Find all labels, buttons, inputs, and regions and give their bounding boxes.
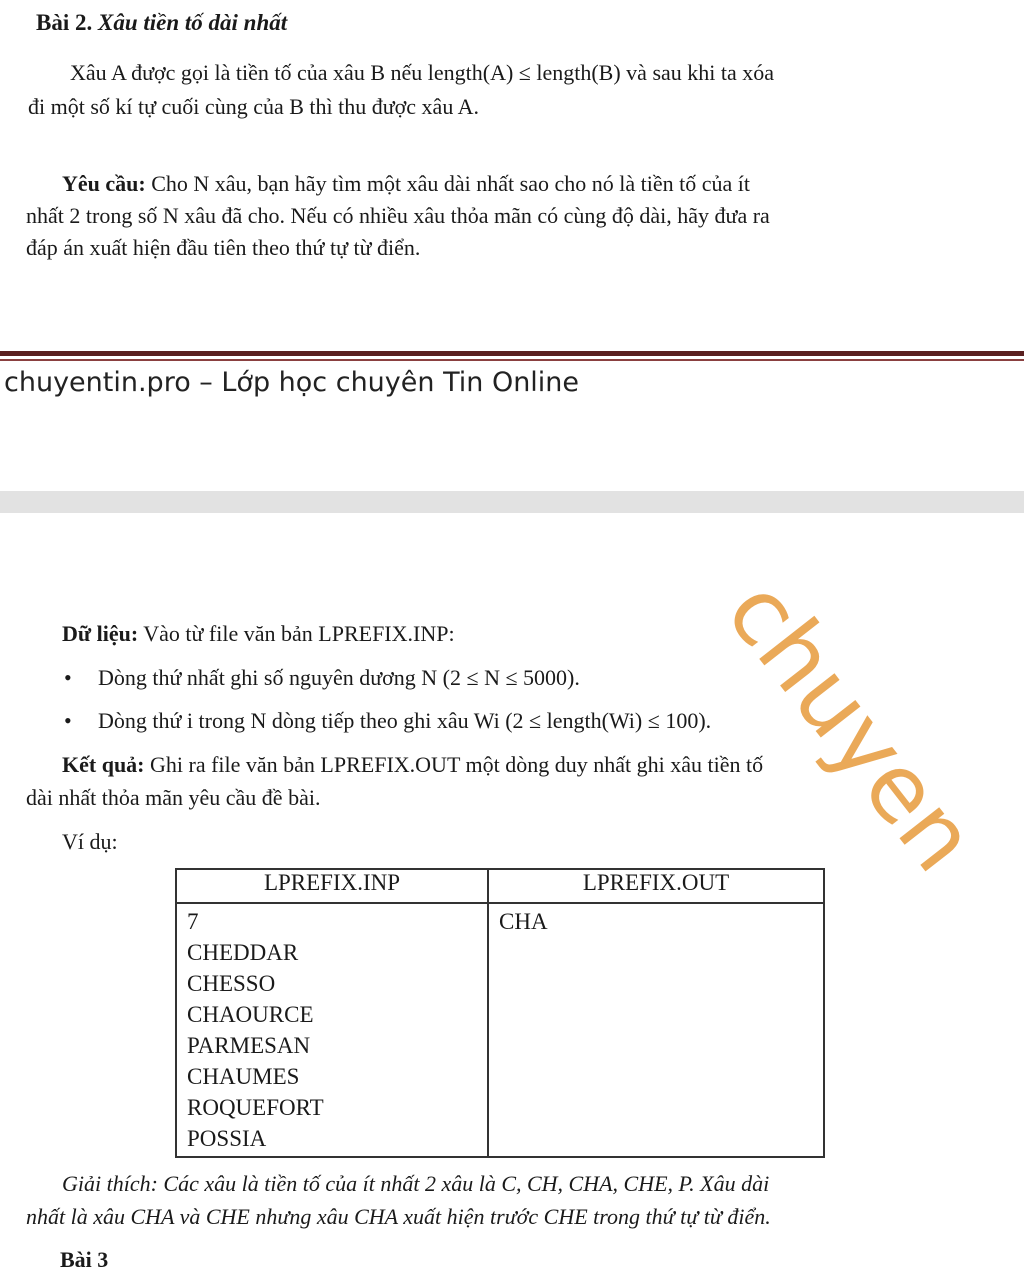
problem-title (36, 10, 287, 36)
explanation-line-2: nhất là xâu CHA và CHE nhưng xâu CHA xuất hiện trước CHE trong thứ tự từ điển. (26, 1204, 771, 1229)
example-table (175, 868, 825, 1158)
requirement-line-1 (62, 168, 750, 200)
example-header-row (176, 869, 824, 903)
watermark: chuyen (705, 560, 998, 892)
bullet-dot-icon: • (64, 665, 72, 690)
input-text: Vào từ file văn bản LPREFIX.INP: (138, 621, 455, 646)
output-label: Kết quả: (62, 752, 145, 777)
input-cell (176, 903, 488, 1157)
input-bullet-2 (64, 705, 712, 737)
input-line: POSSIA (187, 1126, 267, 1151)
input-heading (62, 618, 455, 650)
definition-line-1: Xâu A được gọi là tiền tố của xâu B nếu length(A) ≤ length(B) và sau khi ta xóa (70, 60, 775, 85)
next-problem-heading: Bài 3 (60, 1247, 109, 1272)
output-line-1 (62, 749, 763, 781)
definition-line-2: đi một số kí tự cuối cùng của B thì thu được xâu A. (28, 94, 479, 119)
input-bullet-text-1: Dòng thứ nhất ghi số nguyên dương N (2 ≤ N ≤ 5000). (98, 665, 580, 690)
header-input-file: LPREFIX.INP (176, 869, 488, 903)
footer-rule-thick (0, 351, 1024, 356)
output-cell (488, 903, 824, 1157)
input-bullet-text-2: Dòng thứ i trong N dòng tiếp theo ghi xâu Wi (2 ≤ length(Wi) ≤ 100). (98, 708, 712, 733)
requirement-line-3: đáp án xuất hiện đầu tiên theo thứ tự từ điển. (26, 235, 421, 260)
input-line: 7 (187, 909, 199, 934)
input-line: CHEDDAR (187, 940, 299, 965)
output-line: CHA (499, 909, 548, 934)
requirement-text-1: Cho N xâu, bạn hãy tìm một xâu dài nhất sao cho nó là tiền tố của ít (145, 171, 750, 196)
output-text-1: Ghi ra file văn bản LPREFIX.OUT một dòng duy nhất ghi xâu tiền tố (144, 752, 764, 777)
input-line: CHAOURCE (187, 1002, 314, 1027)
problem-number: Bài 2. (36, 10, 93, 35)
footer-rule-thin (0, 359, 1024, 361)
input-line: ROQUEFORT (187, 1095, 324, 1120)
problem-name: Xâu tiền tố dài nhất (97, 10, 288, 35)
input-line: CHESSO (187, 971, 276, 996)
input-line: CHAUMES (187, 1064, 300, 1089)
explanation-line-1: Giải thích: Các xâu là tiền tố của ít nhất 2 xâu là C, CH, CHA, CHE, P. Xâu dài (62, 1171, 770, 1196)
example-label: Ví dụ: (62, 829, 118, 854)
footer-site-text: chuyentin.pro – Lớp học chuyên Tin Online (4, 367, 580, 398)
requirement-label: Yêu cầu: (62, 171, 146, 196)
bullet-dot-icon: • (64, 708, 72, 733)
output-line-2: dài nhất thỏa mãn yêu cầu đề bài. (26, 785, 321, 810)
requirement-line-2: nhất 2 trong số N xâu đã cho. Nếu có nhiều xâu thỏa mãn có cùng độ dài, hãy đưa ra (26, 203, 770, 228)
input-label: Dữ liệu: (62, 621, 139, 646)
page-break-band (0, 491, 1024, 513)
input-line: PARMESAN (187, 1033, 311, 1058)
input-bullet-1 (64, 662, 580, 694)
example-body-row (176, 903, 824, 1157)
header-output-file: LPREFIX.OUT (488, 869, 824, 903)
